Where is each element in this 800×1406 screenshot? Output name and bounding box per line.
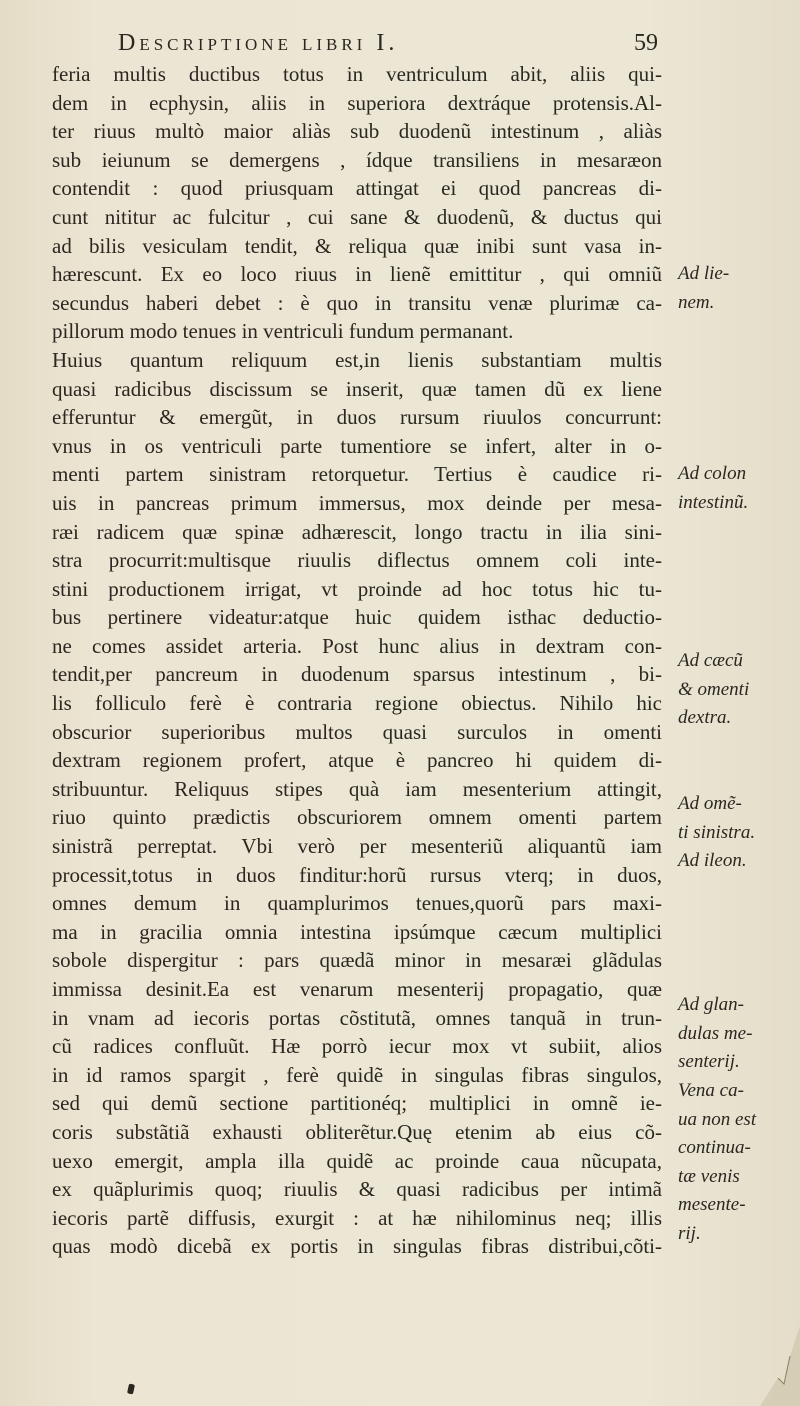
page-header bbox=[118, 30, 658, 64]
text-line: ex quãplurimis quoq; riuulis & quasi radicibus per intimã bbox=[52, 1177, 662, 1202]
margin-note-ad-caecum: Ad cæcũ & omenti dextra. bbox=[678, 650, 750, 729]
text-line: ter riuus multò maior aliàs sub duodenũ intestinum , aliàs bbox=[52, 119, 662, 144]
text-line: pillorum modo tenues in ventriculi fundum permanant. bbox=[52, 319, 514, 344]
text-line: feria multis ductibus totus in ventriculum abit, aliis qui- bbox=[52, 62, 662, 86]
text-line: riuo quinto prædictis obscuriorem omnem omenti partem bbox=[52, 805, 662, 830]
margin-note-ad-glandulas: Ad glan- dulas me- senterij. bbox=[678, 994, 753, 1073]
margin-note-ad-lienem: Ad lie- nem. bbox=[678, 263, 730, 313]
main-text-block bbox=[52, 60, 662, 1261]
text-line: in id ramos spargit , ferè quidẽ in singulas fibras singulos, bbox=[52, 1062, 662, 1087]
page-corner-tear bbox=[740, 1326, 800, 1406]
text-line: quasi radicibus discissum se inserit, quæ tamen dũ ex liene bbox=[52, 376, 662, 401]
text-line: obscurior superioribus multos quasi surculos in omenti bbox=[52, 719, 662, 744]
text-line: hærescunt. Ex eo loco riuus in lienẽ emittitur , qui omniũ bbox=[52, 262, 662, 287]
text-line: dextram regionem profert, atque è pancreo hi quidem di- bbox=[52, 748, 662, 773]
text-line: coris substãtiã exhausti obliterẽtur.Quę etenim ab eius cõ- bbox=[52, 1119, 662, 1144]
text-line: ma in gracilia omnia intestina ipsúmque cæcum multiplici bbox=[52, 919, 662, 944]
margin-note-ad-omenti-sinistra: Ad omẽ- ti sinistra. bbox=[678, 793, 756, 843]
text-line: in vnam ad iecoris portas cõstitutã, omnes tanquã in trun- bbox=[52, 1005, 662, 1030]
margin-note-vena-caua: Vena ca- ua non est continua- tæ venis mesente- rij. bbox=[678, 1080, 757, 1244]
text-line: omnes demum in quamplurimos tenues,quorũ pars maxi- bbox=[52, 891, 662, 916]
text-line: ne comes assidet arteria. Post hunc alius in dextram con- bbox=[52, 633, 662, 658]
text-line: contendit : quod priusquam attingat ei quod pancreas di- bbox=[52, 176, 662, 201]
text-line: dem in ecphysin, aliis in superiora dextráque protensis.Al- bbox=[52, 90, 662, 115]
text-line: vnus in os ventriculi parte tumentiore se infert, alter in o- bbox=[52, 433, 662, 458]
text-line: sub ieiunum se demergens , ídque transiliens in mesaræon bbox=[52, 147, 662, 172]
text-line: uis in pancreas primum immersus, mox deinde per mesa- bbox=[52, 490, 662, 515]
text-line: immissa desinit.Ea est venarum mesenterij propagatio, quæ bbox=[52, 977, 662, 1001]
page-number: 59 bbox=[634, 30, 658, 56]
text-line: sobole dispergitur : pars quædã minor in mesaræi glãdulas bbox=[52, 948, 662, 973]
text-line: stra procurrit:multisque riuulis diflectus omnem coli inte- bbox=[52, 548, 662, 573]
ink-speck bbox=[127, 1383, 135, 1394]
text-line: efferuntur & emergũt, in duos rursum riuulos concurrunt: bbox=[52, 405, 662, 430]
running-title: Descriptione libri I. bbox=[118, 30, 399, 56]
text-line: ræi radicem quæ spinæ adhærescit, longo tractu in ilia sini- bbox=[52, 519, 662, 544]
text-line: cunt nititur ac fulcitur , cui sane & duodenũ, & ductus qui bbox=[52, 204, 662, 229]
text-line: cũ radices confluũt. Hæ porrò iecur mox vt subiit, alios bbox=[52, 1034, 662, 1059]
margin-note-ad-colon: Ad colon intestinũ. bbox=[678, 463, 749, 513]
text-line: lis folliculo ferè è contraria regione obiectus. Nihilo hic bbox=[52, 691, 662, 716]
text-line: sed qui demũ sectione partitionéq; multiplici in omnẽ ie- bbox=[52, 1091, 662, 1116]
text-line: menti partem sinistram retorquetur. Tertius è caudice ri- bbox=[52, 462, 662, 487]
margin-note-ad-ileon: Ad ileon. bbox=[678, 850, 747, 871]
text-line: tendit,per pancreum in duodenum sparsus intestinum , bi- bbox=[52, 662, 662, 687]
text-line: stini productionem irrigat, vt proinde ad hoc totus hic tu- bbox=[52, 576, 662, 601]
text-line: sinistrã perreptat. Vbi verò per mesenteriũ aliquantũ iam bbox=[52, 834, 662, 859]
text-line: stribuuntur. Reliquus stipes quà iam mesenterium attingit, bbox=[52, 776, 662, 801]
text-line: processit,totus in duos finditur:horũ rursus vterq; in duos, bbox=[52, 862, 662, 887]
text-line: uexo emergit, ampla illa quidẽ ac proinde caua nũcupata, bbox=[52, 1148, 662, 1173]
text-line: secundus haberi debet : è quo in transitu venæ plurimæ ca- bbox=[52, 290, 662, 315]
text-line: ad bilis vesiculam tendit, & reliqua quæ inibi sunt vasa in- bbox=[52, 233, 662, 258]
text-line: bus pertinere videatur:atque huic quidem isthac deductio- bbox=[52, 605, 662, 630]
text-line: iecoris partẽ diffusis, exurgit : at hæ nihilominus neq; illis bbox=[52, 1205, 662, 1230]
text-line: quas modò dicebã ex portis in singulas fibras distribui,cõti- bbox=[52, 1234, 662, 1259]
text-line: Huius quantum reliquum est,in lienis substantiam multis bbox=[52, 347, 662, 372]
